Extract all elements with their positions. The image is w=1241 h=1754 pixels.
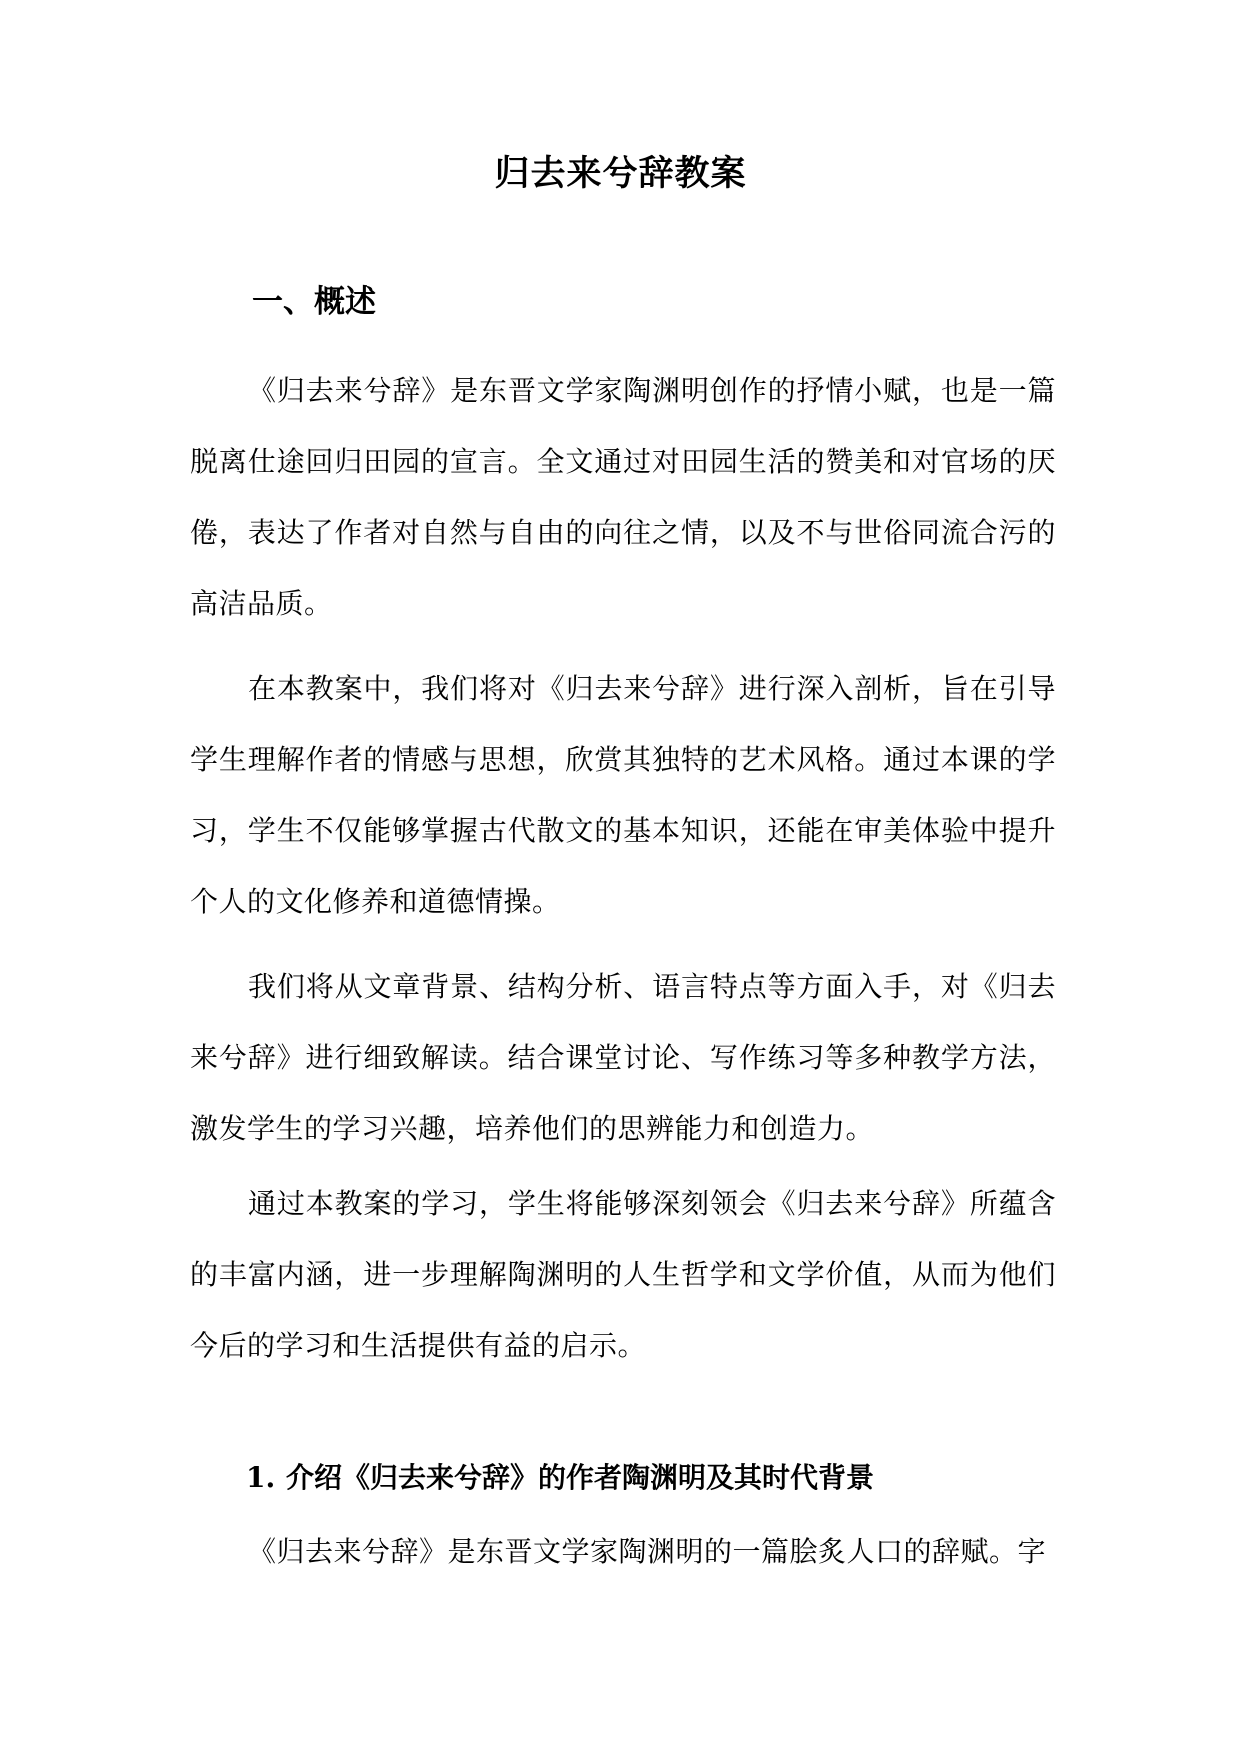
author-paragraph-1: 《归去来兮辞》是东晋文学家陶渊明的一篇脍炙人口的辞赋。字 — [248, 1535, 1047, 1568]
section-heading-overview: 一、概述 — [252, 284, 376, 320]
overview-paragraph-2: 在本教案中，我们将对《归去来兮辞》进行深入剖析，旨在引导学生理解作者的情感与思想，欣赏其独特的艺术风格。通过本课的学习，学生不仅能够掌握古代散文的基本知识，还能在审美体验中提升个人的文化修养和道德情操。 — [190, 672, 1056, 918]
subsection-heading-author — [246, 1456, 874, 1500]
overview-paragraph-1: 《归去来兮辞》是东晋文学家陶渊明创作的抒情小赋，也是一篇脱离仕途回归田园的宣言。全文通过对田园生活的赞美和对官场的厌倦，表达了作者对自然与自由的向往之情，以及不与世俗同流合污的高洁品质。 — [190, 374, 1056, 620]
document-title: 归去来兮辞教案 — [494, 153, 747, 194]
subsection-heading-text: 介绍《归去来兮辞》的作者陶渊明及其时代背景 — [286, 1461, 875, 1494]
overview-paragraph-3: 我们将从文章背景、结构分析、语言特点等方面入手，对《归去来兮辞》进行细致解读。结合课堂讨论、写作练习等多种教学方法，激发学生的学习兴趣，培养他们的思辨能力和创造力。 — [190, 970, 1056, 1145]
overview-paragraph-4: 通过本教案的学习，学生将能够深刻领会《归去来兮辞》所蕴含的丰富内涵，进一步理解陶渊明的人生哲学和文学价值，从而为他们今后的学习和生活提供有益的启示。 — [190, 1187, 1056, 1362]
subsection-number: 1. — [246, 1461, 276, 1494]
